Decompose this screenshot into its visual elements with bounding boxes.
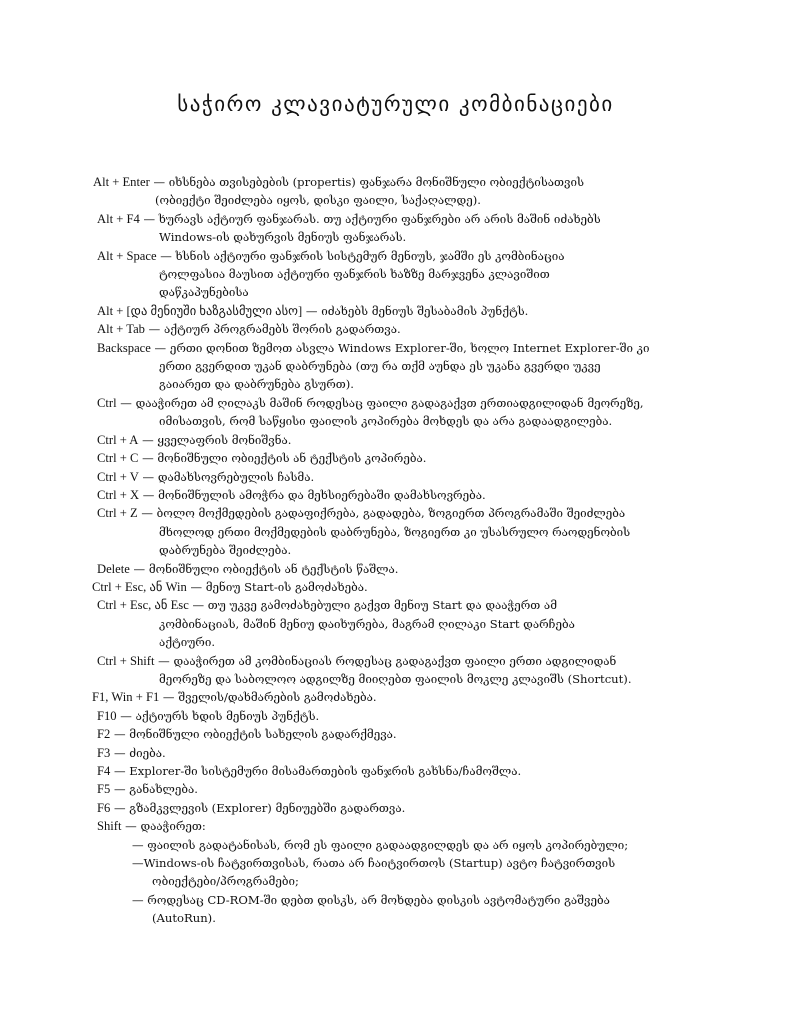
shortcut-entry <box>92 688 732 706</box>
shortcut-description: ბოლო მოქმედების გადაფიქრება, გადადება, ზოგიერთ პროგრამაში შეიძლება <box>156 506 626 521</box>
shortcut-entry <box>92 744 732 762</box>
entry-continuation-line: კომბინაციას, მაშინ მენიუ დაიხურება, მაგრამ ღილაკი Start დარჩება <box>159 616 575 631</box>
entry-continuation-line: აქტიური. <box>159 635 216 650</box>
shortcut-key: F6 <box>97 800 111 815</box>
shortcut-description: მონიშნულის ამოჭრა და მეხსიერებაში დამახსოვრება. <box>158 487 486 502</box>
shortcut-description: ძიება. <box>129 745 166 760</box>
entry-first-line: F3 — ძიება. <box>97 745 166 760</box>
shortcut-entry <box>92 431 732 449</box>
entry-continuation-line: (ობიექტი შეიძლება იყოს, დისკი ფაილი, საქაღალდე). <box>155 193 481 208</box>
shortcut-key: Alt + [და მენიუში ხაზგასმული ასო] <box>97 303 303 318</box>
shortcut-description: გზამკვლევის (Explorer) მენიუებში გადართვა. <box>129 800 406 815</box>
shortcut-entry <box>92 725 732 743</box>
shortcut-key: F1, Win + F1 <box>92 690 160 705</box>
entry-first-line: Ctrl + Shift — დააჭირეთ ამ კომბინაციას როდესაც გადაგაქვთ ფაილი ერთი ადგილიდან <box>97 653 617 668</box>
entry-first-line: Ctrl + Esc, ან Win — მენიუ Start-ის გამოძახება. <box>92 579 368 594</box>
shortcut-key: Ctrl + C <box>97 451 139 466</box>
entry-first-line: Shift — დააჭირეთ: <box>97 819 206 834</box>
entry-first-line: Alt + Enter — იხსნება თვისებების (propertis) ფანჯარა მონიშნული ობიექტისათვის <box>93 175 585 189</box>
shortcut-entry <box>92 504 732 559</box>
entry-first-line: F4 — Explorer-ში სისტემური მისამართების ფანჯრის გახსნა/ჩამოშლა. <box>97 764 522 778</box>
shortcut-entry <box>92 799 732 817</box>
entry-first-line: F2 — მონიშნული ობიექტის სახელის გადარქმევა. <box>97 727 397 742</box>
entry-first-line: Alt + Tab — აქტიურ პროგრამებს შორის გადართვა. <box>97 322 401 337</box>
shortcut-entry <box>92 468 732 486</box>
entry-continuation-line: ერთი გვერდით უკან დაბრუნება (თუ რა თქმ აუნდა ეს უკანა გვერდი უკვე <box>159 359 601 374</box>
shortcut-description: მონიშნული ობიექტის ან ტექსტის კოპირება. <box>157 451 427 466</box>
shortcut-description: შველის/დახმარების გამოძახება. <box>178 690 377 705</box>
shortcut-entry <box>92 394 732 431</box>
shortcut-key: Ctrl + V <box>97 469 139 484</box>
shortcut-key: Alt + F4 <box>97 211 140 226</box>
entry-first-line: Alt + Space — ხსნის აქტიური ფანჯრის სისტემურ მენიუს, ჯამში ეს კომბინაცია <box>97 248 565 263</box>
shortcut-key: Ctrl + Esc, ან Esc <box>97 598 189 613</box>
shortcut-description: ყველაფრის მონიშვნა. <box>157 432 292 447</box>
entry-first-line: Delete — მონიშნული ობიექტის ან ტექსტის წაშლა. <box>97 561 399 576</box>
entry-first-line: Alt + [და მენიუში ხაზგასმული ასო] — იძახებს მენიუს შესაბამის პუნქტს. <box>97 303 529 318</box>
shortcut-description: მენიუ Start-ის გამოძახება. <box>205 579 368 594</box>
shift-sub-item <box>92 836 732 854</box>
entry-continuation-line: ტოლფასია მაუსით აქტიური ფანჯრის ხაზზე მარჯვენა კლავიშით <box>159 267 550 282</box>
shortcut-description: აქტიურ პროგრამებს შორის გადართვა. <box>163 322 401 337</box>
shortcut-entry <box>92 486 732 504</box>
entry-first-line: Ctrl + X — მონიშნულის ამოჭრა და მეხსიერებაში დამახსოვრება. <box>97 487 486 502</box>
shift-sub-continuation: (AutoRun). <box>152 911 216 926</box>
shortcut-description: დააჭირეთ ამ ღილაკს მაშინ როდესაც ფაილი გადაგაქვთ ერთიადგილიდან მეორეზე, <box>135 395 644 410</box>
shortcut-description: დამახსოვრებულის ჩასმა. <box>157 469 315 484</box>
shortcut-key: Alt + Enter <box>93 175 150 189</box>
shortcut-key: Ctrl + Z <box>97 506 138 521</box>
shortcut-key: Ctrl <box>97 395 117 410</box>
shortcut-key: Ctrl + A <box>97 432 139 447</box>
entry-first-line: F10 — აქტიურს ხდის მენიუს პუნქტს. <box>97 708 320 723</box>
shortcut-description: ერთი დონით ზემოთ ასვლა Windows Explorer-ში, ხოლო Internet Explorer-ში კი <box>169 340 650 355</box>
shortcut-key: F2 <box>97 727 111 742</box>
shortcut-key: Alt + Tab <box>97 322 145 337</box>
shortcut-key: Ctrl + Shift <box>97 653 155 668</box>
shift-sub-continuation: ობიექტები/პროგრამები; <box>152 874 299 889</box>
shortcut-description: დააჭირეთ: <box>140 819 206 834</box>
shift-sub-line: — როდესაც CD-ROM-ში დებთ დისკს, არ მოხდება დისკის ავტომატური გაშვება <box>132 892 610 907</box>
shortcut-description: მონიშნული ობიექტის სახელის გადარქმევა. <box>129 727 397 742</box>
shortcut-key: Shift <box>97 819 122 834</box>
shortcut-key: Alt + Space <box>97 248 157 263</box>
shortcut-description: იხსნება თვისებების (propertis) ფანჯარა მონიშნული ობიექტისათვის <box>168 175 585 189</box>
entry-continuation-line: დაბრუნება შეიძლება. <box>159 543 292 558</box>
shortcut-entry <box>92 780 732 798</box>
shortcut-entry <box>92 560 732 578</box>
shortcut-description: ხურავს აქტიურ ფანჯარას. თუ აქტიური ფანჯრები არ არის მაშინ იძახებს <box>158 211 601 226</box>
shortcut-description: თუ უკვე გამოძახებული გაქვთ მენიუ Start და დააჭერთ ამ <box>207 598 557 613</box>
shortcut-description: დააჭირეთ ამ კომბინაციას როდესაც გადაგაქვთ ფაილი ერთი ადგილიდან <box>173 653 617 668</box>
entry-first-line: Ctrl + A — ყველაფრის მონიშვნა. <box>97 432 292 447</box>
shortcut-list <box>92 173 732 928</box>
shortcut-key: F3 <box>97 745 111 760</box>
entry-first-line: Ctrl + C — მონიშნული ობიექტის ან ტექსტის კოპირება. <box>97 451 427 466</box>
shift-sub-item <box>92 854 732 891</box>
entry-continuation-line: Windows-ის დახურვის მენიუს ფანჯარას. <box>159 230 407 245</box>
shortcut-entry <box>92 652 732 689</box>
entry-continuation-line: იმისათვის, რომ საწყისი ფაილის კოპირება მოხდეს და არა გადაადგილება. <box>159 414 613 429</box>
entry-first-line: Ctrl — დააჭირეთ ამ ღილაკს მაშინ როდესაც ფაილი გადაგაქვთ ერთიადგილიდან მეორეზე, <box>97 395 644 410</box>
entry-continuation-line: მეორეზე და საბოლოო ადგილზე მიიღებთ ფაილის მოკლე კლავიშს (Shortcut). <box>159 671 632 686</box>
shortcut-entry <box>92 449 732 467</box>
shift-sub-line: — ფაილის გადატანისას, რომ ეს ფაილი გადაადგილდეს და არ იყოს კოპირებული; <box>132 837 629 852</box>
shortcut-key: Ctrl + Esc, ან Win <box>92 579 187 594</box>
shortcut-description: განახლება. <box>129 782 198 797</box>
entry-first-line: Ctrl + Z — ბოლო მოქმედების გადაფიქრება, გადადება, ზოგიერთ პროგრამაში შეიძლება <box>97 506 626 521</box>
entry-continuation-line: მხოლოდ ერთი მოქმედების დაბრუნება, ზოგიერთ კი უსასრულო რაოდენობის <box>159 524 631 539</box>
shortcut-entry <box>92 302 732 320</box>
page-title: საჭირო კლავიატურული კომბინაციები <box>177 92 614 116</box>
entry-continuation-line: გაიარეთ და დაბრუნება გსურთ). <box>159 377 354 392</box>
shortcut-key: F4 <box>97 764 111 778</box>
shortcut-key: F5 <box>97 782 111 797</box>
entry-first-line: F5 — განახლება. <box>97 782 198 797</box>
shortcut-entry <box>92 247 732 302</box>
entry-first-line: F1, Win + F1 — შველის/დახმარების გამოძახება. <box>92 690 377 705</box>
shortcut-entry <box>92 339 732 394</box>
entry-first-line: Alt + F4 — ხურავს აქტიურ ფანჯარას. თუ აქტიური ფანჯრები არ არის მაშინ იძახებს <box>97 211 601 226</box>
shortcut-entry <box>92 817 732 835</box>
shortcut-key: F10 <box>97 708 117 723</box>
entry-first-line: Ctrl + Esc, ან Esc — თუ უკვე გამოძახებული გაქვთ მენიუ Start და დააჭერთ ამ <box>97 598 557 613</box>
shortcut-description: Explorer-ში სისტემური მისამართების ფანჯრის გახსნა/ჩამოშლა. <box>129 764 522 778</box>
entry-continuation-line: დაწკაპუნებისა <box>159 285 249 300</box>
shortcut-key: Ctrl + X <box>97 487 140 502</box>
shortcut-key: Backspace <box>97 340 151 355</box>
shortcut-key: Delete <box>97 561 130 576</box>
entry-first-line: Ctrl + V — დამახსოვრებულის ჩასმა. <box>97 469 315 484</box>
shortcut-entry <box>92 596 732 651</box>
shortcut-entry <box>92 173 732 210</box>
shortcut-description: ხსნის აქტიური ფანჯრის სისტემურ მენიუს, ჯამში ეს კომბინაცია <box>175 248 565 263</box>
shift-sub-item <box>92 891 732 928</box>
shortcut-entry <box>92 707 732 725</box>
shift-sub-line: —Windows-ის ჩატვირთვისას, რათა არ ჩაიტვირთოს (Startup) ავტო ჩატვირთვის <box>132 856 616 871</box>
shortcut-description: იძახებს მენიუს შესაბამის პუნქტს. <box>321 303 529 318</box>
entry-first-line: Backspace — ერთი დონით ზემოთ ასვლა Windows Explorer-ში, ხოლო Internet Explorer-ში კი <box>97 340 650 355</box>
shortcut-entry <box>92 210 732 247</box>
shortcut-description: მონიშნული ობიექტის ან ტექსტის წაშლა. <box>148 561 399 576</box>
shortcut-entry <box>92 762 732 780</box>
shortcut-entry <box>92 320 732 338</box>
shortcut-description: აქტიურს ხდის მენიუს პუნქტს. <box>135 708 320 723</box>
entry-first-line: F6 — გზამკვლევის (Explorer) მენიუებში გადართვა. <box>97 800 406 815</box>
shortcut-entry <box>92 578 732 596</box>
